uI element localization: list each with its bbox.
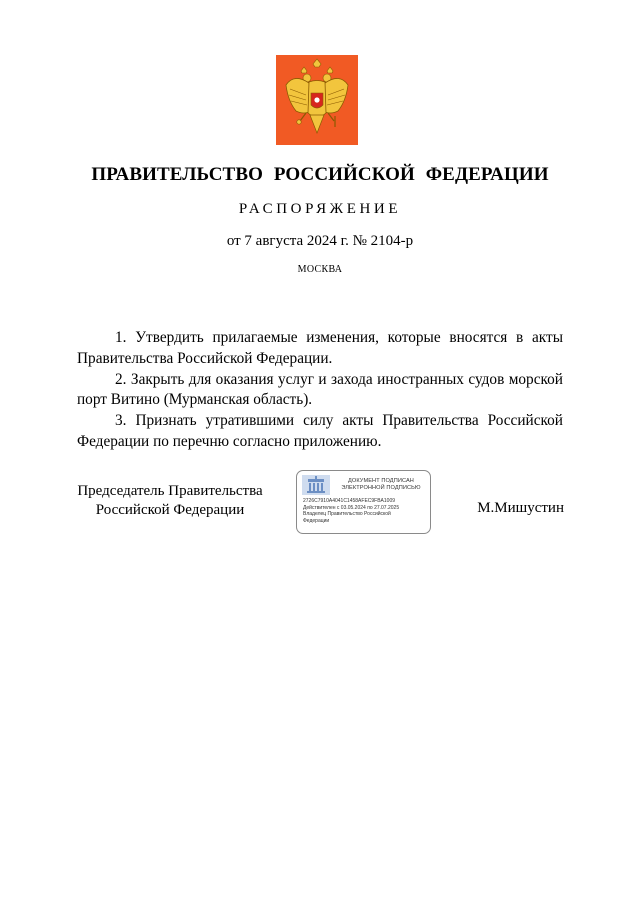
paragraph-2: 2. Закрыть для оказания услуг и захода иностранных судов морской порт Витино (Мурманская область). — [77, 370, 563, 408]
paragraph-1: 1. Утвердить прилагаемые изменения, которые вносятся в акты Правительства Российской Федерации. — [77, 329, 563, 367]
stamp-heading — [333, 478, 429, 492]
document-type: РАСПОРЯЖЕНИЕ — [238, 201, 402, 217]
stamp-heading-line-1: ДОКУМЕНТ ПОДПИСАН — [348, 478, 414, 484]
double-headed-eagle-icon — [276, 55, 358, 145]
organization-title: ПРАВИТЕЛЬСТВО РОССИЙСКОЙ ФЕДЕРАЦИИ — [91, 164, 549, 185]
stamp-validity: Действителен с 03.05.2024 по 27.07.2025 — [303, 504, 400, 511]
signer-position — [70, 482, 270, 520]
signer-position-line-1: Председатель Правительства — [77, 483, 263, 499]
coat-of-arms-emblem — [276, 55, 358, 145]
paragraph-3: 3. Признать утратившими силу акты Правительства Российской Федерации по перечню согласно приложению. — [77, 412, 563, 450]
document-city: МОСКВА — [297, 264, 343, 275]
stamp-certificate: 2726C7910A4041C1458AFEC9FBA1009 — [303, 498, 396, 504]
electronic-signature-stamp — [296, 470, 431, 534]
stamp-details — [303, 498, 399, 524]
signer-position-line-2: Российской Федерации — [95, 502, 245, 518]
stamp-owner-line-1: Владелец Правительство Российской — [303, 511, 391, 518]
stamp-owner-line-2: Федерации — [303, 517, 330, 524]
signer-name: М.Мишустин — [477, 500, 564, 516]
document-date-number: от 7 августа 2024 г. № 2104-р — [226, 233, 414, 249]
government-building-icon — [302, 475, 330, 500]
stamp-heading-line-2: ЭЛЕКТРОННОЙ ПОДПИСЬЮ — [341, 485, 421, 491]
document-body — [77, 328, 563, 453]
